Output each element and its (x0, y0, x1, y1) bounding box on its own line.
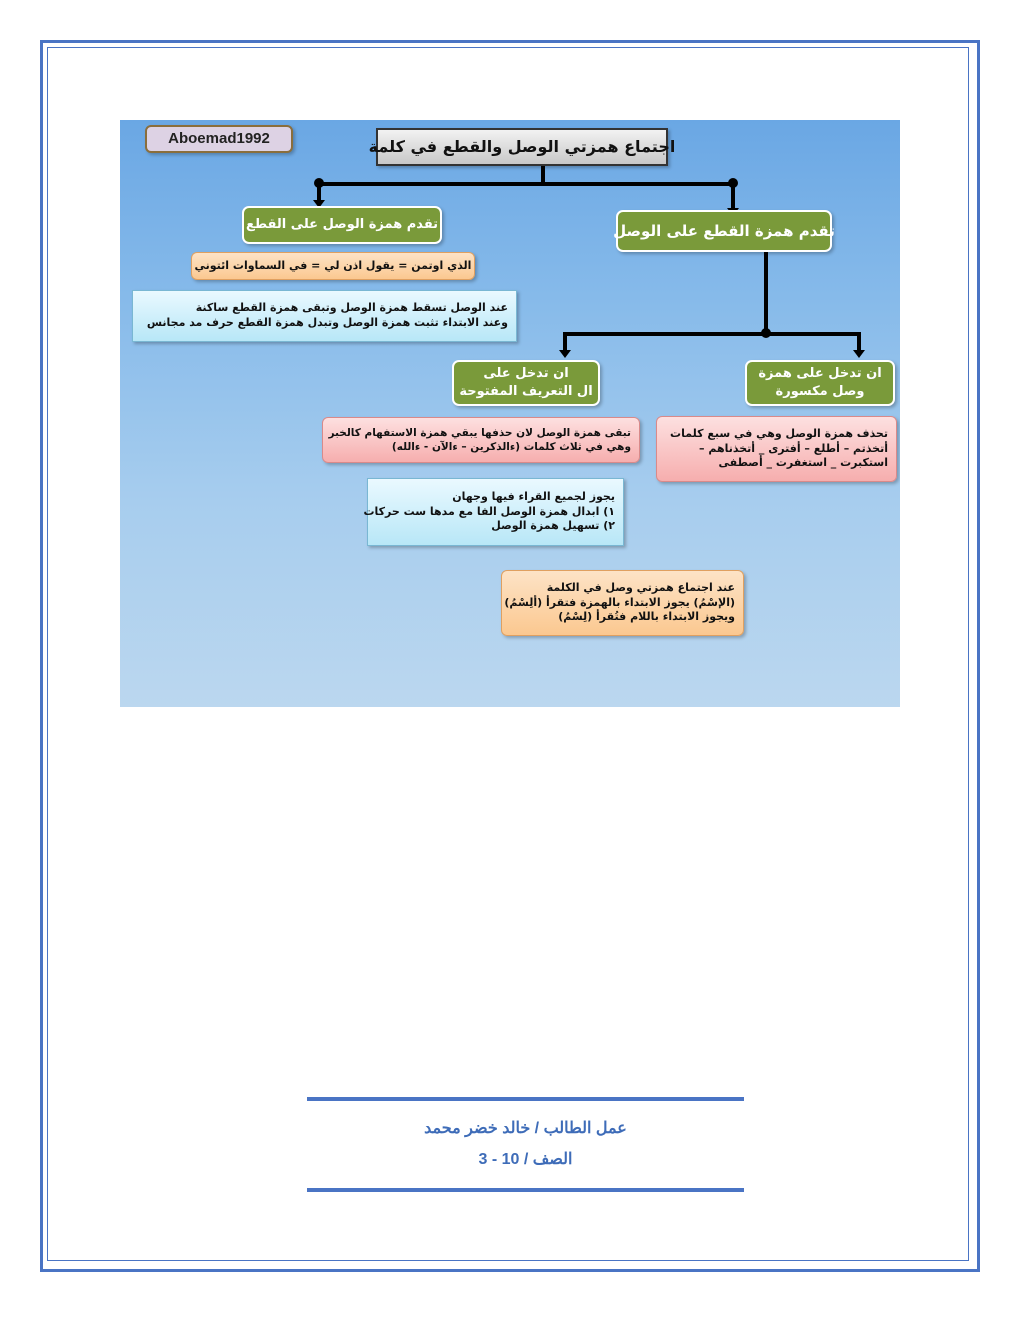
right-branch-title (613, 210, 835, 252)
student-name: عمل الطالب / خالد خضر محمد (424, 1120, 627, 1137)
readers-note (363, 478, 624, 546)
left-branch-note-line-1: عند الوصل تسقط همزة الوصل وتبقى همزة القطع ساكنة (195, 301, 508, 315)
sub-left-note-line-2: وهي في ثلاث كلمات (ءالذكرين – ءالآن - ءالله) (391, 441, 631, 453)
readers-note-line-2: ١) ابدال همزة الوصل الفا مع مدها ست حركات (363, 504, 615, 518)
sub-right-title-line-1: ان تدخل على همزة (758, 366, 882, 382)
left-branch-title-text: تقدم همزة الوصل على القطع (245, 217, 439, 233)
bottom-note-line-3: ويجوز الابتداء باللام فتُقرأ (لِسْمُ) (558, 610, 735, 624)
watermark-label (145, 125, 293, 153)
diagram-title (368, 128, 676, 166)
connector-right-drop (731, 186, 735, 210)
sub-left-note-line-1: تبقى همزة الوصل لان حذفها يبقي همزة الاستفهام كالخبر (328, 426, 631, 439)
sub-left-title-line-2: ال التعريف المفتوحة (459, 384, 593, 399)
watermark-text: Aboemad1992 (168, 129, 270, 147)
sub-right-note-line-3: استكبرت _ استغفرت _ أصطفى (718, 456, 888, 470)
connector-dot-sub-center (761, 328, 771, 338)
left-branch-note-line-2: وعند الابتداء تثبت همزة الوصل وتبدل همزة القطع حرف مد مجانس (146, 316, 508, 329)
left-branch-note (132, 290, 517, 342)
sub-left-note (322, 417, 640, 463)
sub-right-title (745, 360, 895, 406)
left-branch-example (191, 252, 475, 280)
sub-right-title-line-2: وصل مكسورة (775, 384, 865, 399)
readers-note-line-1: يجوز لجميع القراء فيها وجهان (452, 489, 615, 503)
footer-rule-bottom (307, 1188, 744, 1192)
bottom-note-line-1: عند اجتماع همزتي وصل في الكلمة (546, 580, 735, 594)
left-branch-example-text: الذي اوتمن = يقول اذن لي = في السماوات ائتوني (194, 258, 472, 272)
connector-arrow-sub-left (559, 350, 571, 358)
right-branch-title-text: تقدم همزة القطع على الوصل (613, 221, 835, 240)
diagram-title-text: اجتماع همزتي الوصل والقطع في كلمة (368, 137, 676, 157)
bottom-note (501, 570, 744, 636)
connector-sub-bar (563, 332, 861, 336)
bottom-note-line-2: (الإسْمُ) يجوز الابتداء بالهمزة فتقرأ (ألِسْمُ) (504, 595, 735, 609)
connector-arrow-sub-right (853, 350, 865, 358)
footer-rule-top (307, 1097, 744, 1101)
connector-left-drop (317, 186, 321, 200)
sub-left-title-line-1: ان تدخل على (483, 366, 569, 382)
connector-top-bar (317, 182, 735, 186)
sub-right-note-line-1: تحذف همزة الوصل وهي في سبع كلمات (670, 426, 888, 440)
left-branch-title (242, 206, 442, 244)
sub-right-note (656, 416, 897, 482)
student-grade: الصف / 10 - 3 (478, 1151, 573, 1168)
readers-note-line-3: ٢) تسهيل همزة الوصل (491, 519, 615, 533)
connector-right-stem (764, 252, 768, 334)
sub-left-title (452, 360, 600, 406)
sub-right-note-line-2: أتخذتم – أطلع – أفترى _ أتخذناهم – (699, 441, 888, 455)
concept-diagram (120, 120, 900, 707)
